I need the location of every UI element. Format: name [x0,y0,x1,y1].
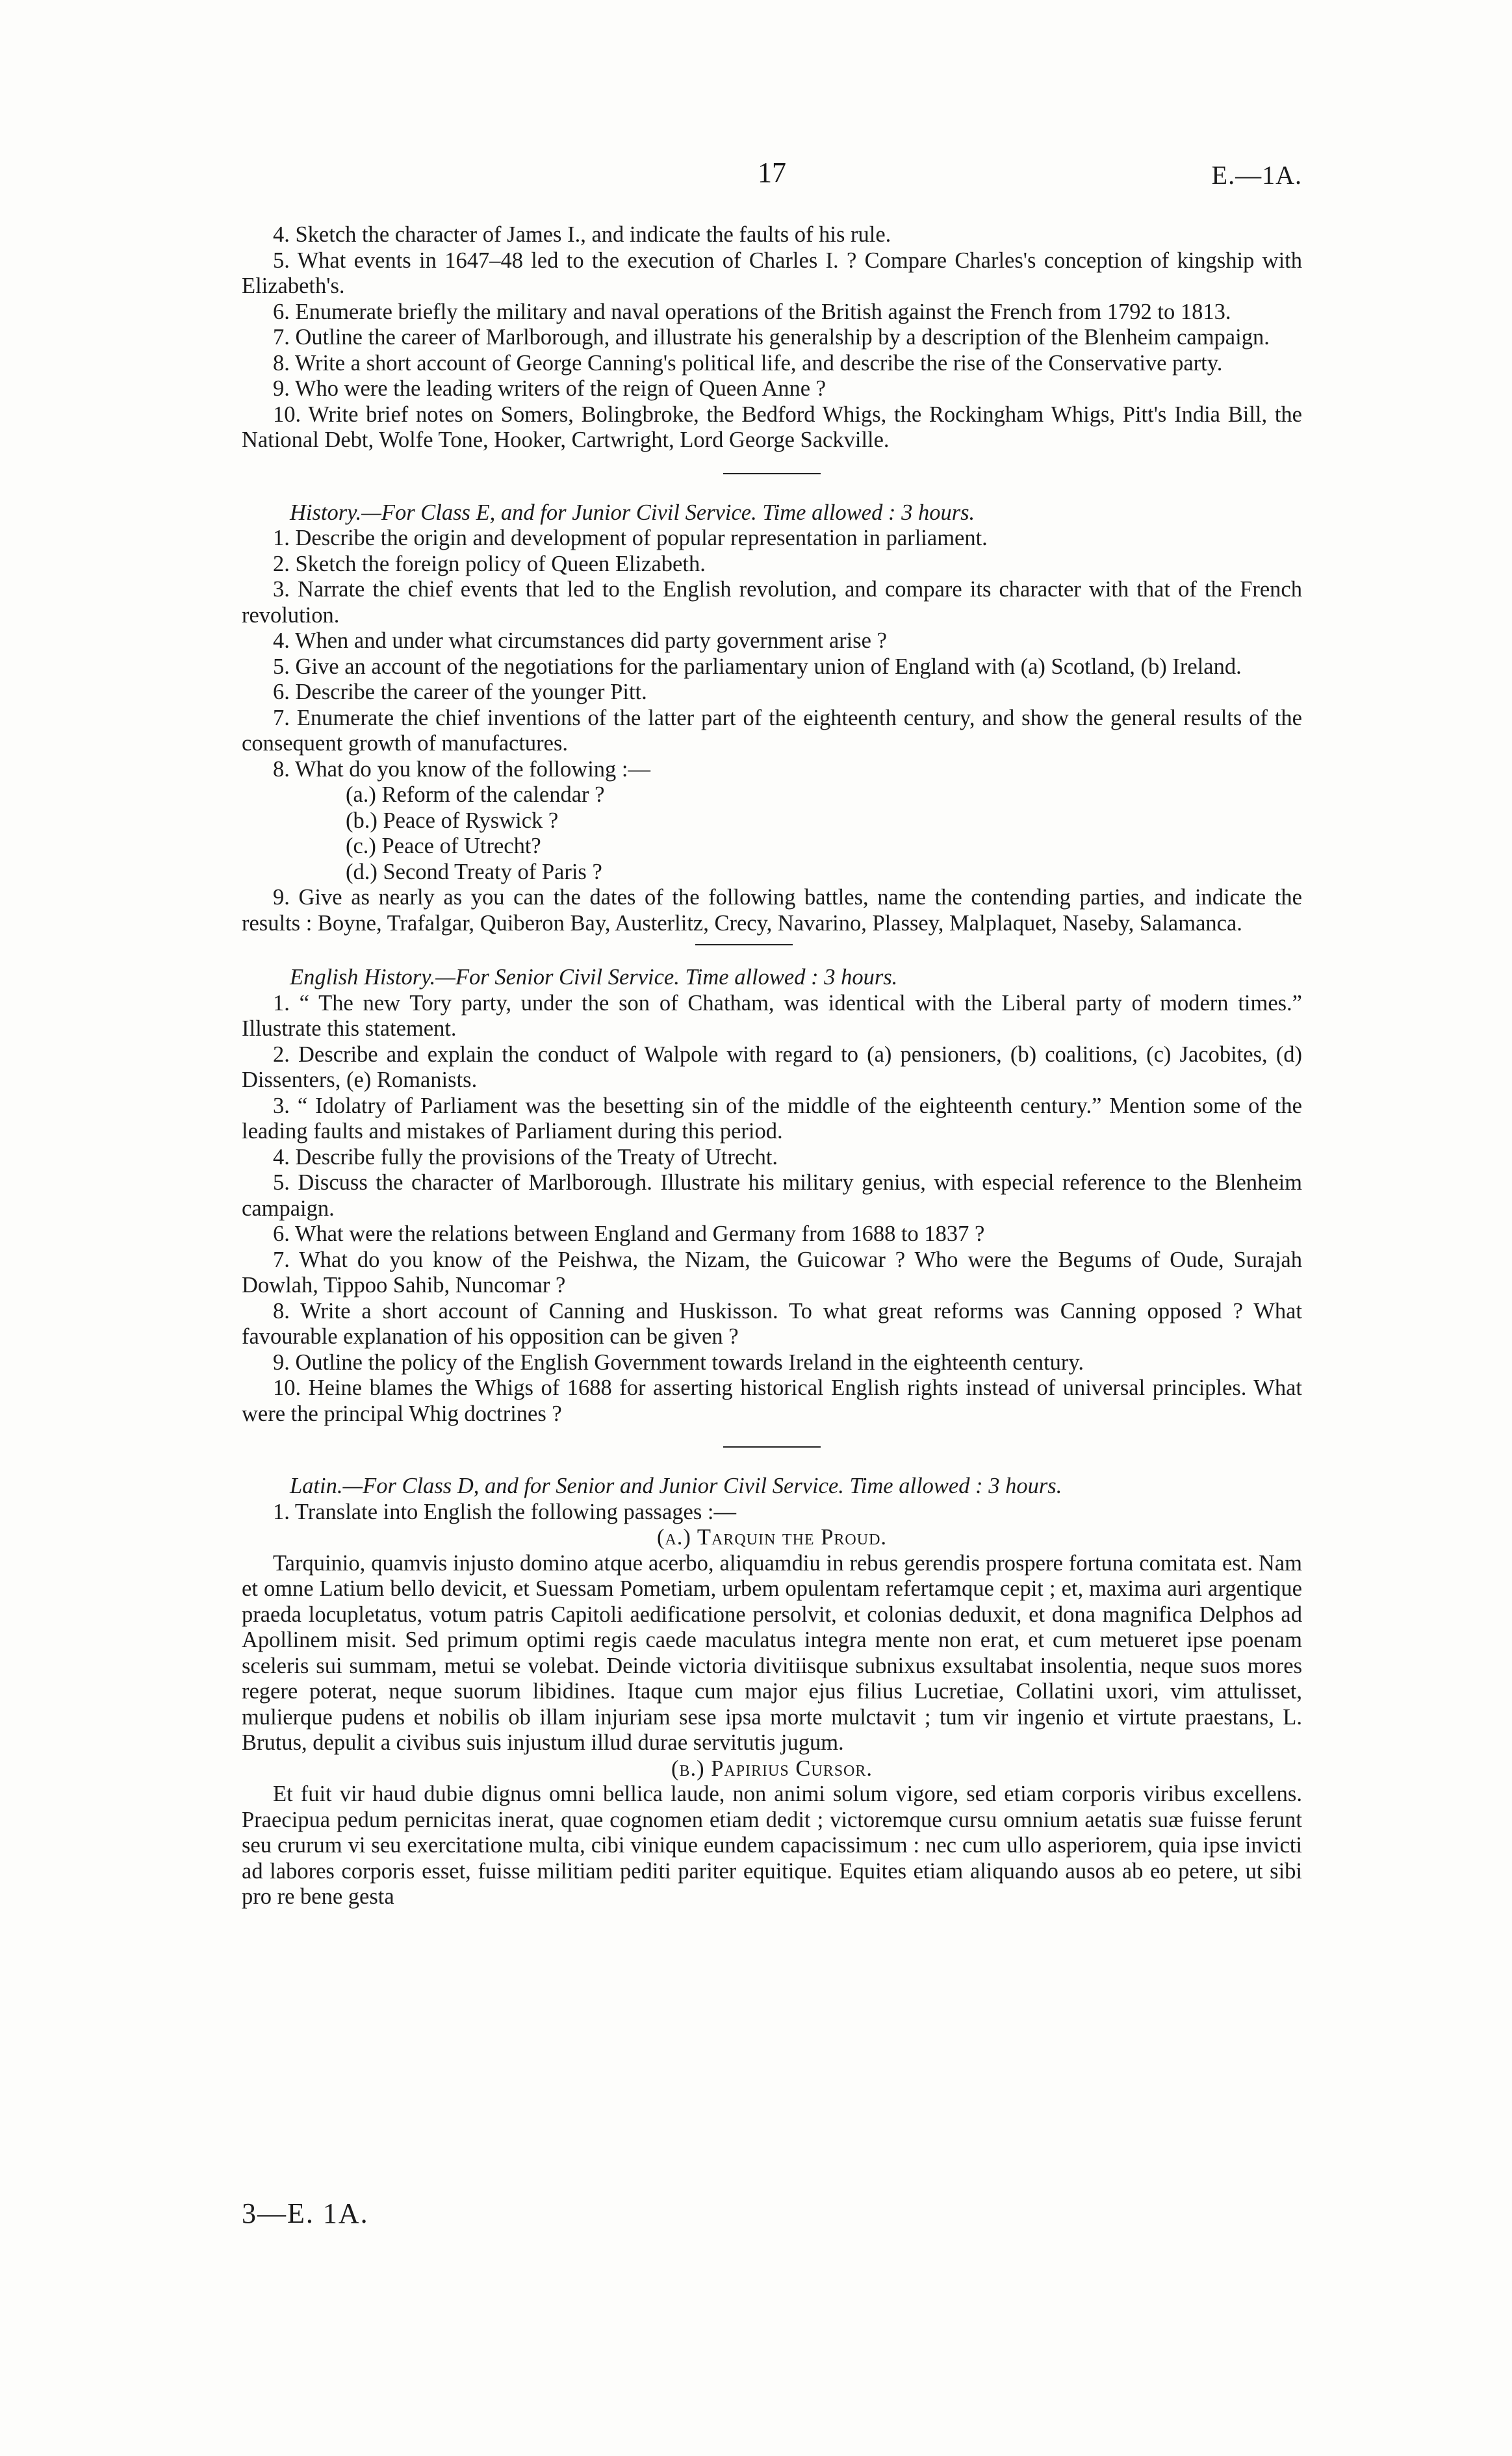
question-3: 3. Narrate the chief events that led to the English revolution, and compare its character with that of the French revolution. [242,577,1302,628]
question-9: 9. Who were the leading writers of the reign of Queen Anne ? [273,376,826,401]
question-2: 2. Sketch the foreign policy of Queen Elizabeth. [273,551,706,576]
section-continued-questions [242,222,1302,454]
heading-text: English History.—For Senior Civil Service. Time allowed : 3 hours. [290,965,898,990]
document-code: E.—1A. [1211,160,1302,190]
question-5: 5. What events in 1647–48 led to the execution of Charles I. ? Compare Charles's conception of kingship with Elizabeth's. [242,248,1302,298]
section-english-history-senior [242,965,1302,1427]
question-7: 7. What do you know of the Peishwa, the Nizam, the Guicowar ? Who were the Begums of Oude, Surajah Dowlah, Tippoo Sahib, Nuncomar ? [242,1247,1302,1298]
section-divider [723,1446,821,1448]
question-9: 9. Outline the policy of the English Government towards Ireland in the eighteenth century. [273,1350,1084,1375]
question-10: 10. Write brief notes on Somers, Bolingbroke, the Bedford Whigs, the Rockingham Whigs, Pitt's India Bill, the National Debt, Wolfe Tone, Hooker, Cartwright, Lord George Sackville. [242,402,1302,452]
heading-text: Latin.—For Class D, and for Senior and Junior Civil Service. Time allowed : 3 hours. [290,1474,1062,1498]
passage-a-title: (a.) Tarquin the Proud. [656,1525,888,1550]
section-heading [242,500,1302,526]
section-heading [242,965,1302,991]
section-heading [242,1474,1302,1500]
question-4: 4. Describe fully the provisions of the Treaty of Utrecht. [273,1144,778,1170]
page-content [242,222,1302,1910]
question-8: 8. Write a short account of Canning and Huskisson. To what great reforms was Canning opposed ? What favourable explanation of his opposition can be given ? [242,1298,1302,1349]
question-3: 3. “ Idolatry of Parliament was the besetting sin of the middle of the eighteenth century.” Mention some of the leading faults and mistakes of Parliament during this period. [242,1093,1302,1144]
question-6: 6. Enumerate briefly the military and naval operations of the British against the French from 1792 to 1813. [273,299,1231,324]
question-8: 8. What do you know of the following :— [273,756,651,782]
question-1: 1. Describe the origin and development of popular representation in parliament. [273,526,988,550]
section-latin [242,1474,1302,1910]
section-divider [695,944,793,945]
subitem-b: (b.) Peace of Ryswick ? [346,808,559,833]
page-number: 17 [758,157,786,188]
question-2: 2. Describe and explain the conduct of Walpole with regard to (a) pensioners, (b) coalitions, (c) Jacobites, (d) Dissenters, (e) Romanists. [242,1042,1302,1092]
question-7: 7. Outline the career of Marlborough, and illustrate his generalship by a description of the Blenheim campaign. [273,325,1270,350]
subitem-c: (c.) Peace of Utrecht? [346,834,541,858]
subitem-d: (d.) Second Treaty of Paris ? [346,859,602,884]
question-8: 8. Write a short account of George Canning's political life, and describe the rise of the Conservative party. [273,350,1223,376]
question-6: 6. Describe the career of the younger Pitt. [273,680,647,704]
section-history-class-e [242,500,1302,937]
signature-mark: 3—E. 1A. [242,2197,369,2229]
page-header [242,156,1302,195]
instruction: 1. Translate into English the following passages :— [273,1499,736,1524]
question-4: 4. When and under what circumstances did party government arise ? [273,628,887,653]
question-6: 6. What were the relations between England and Germany from 1688 to 1837 ? [273,1222,985,1246]
question-7: 7. Enumerate the chief inventions of the latter part of the eighteenth century, and show the general results of the consequent growth of manufactures. [242,705,1302,756]
passage-a-text: Tarquinio, quamvis injusto domino atque acerbo, aliquamdiu in rebus gerendis prospere fortuna comitata est. Nam et omne Latium bello devicit, et Suessam Pometiam, urbem opulentam refertamque cepit ; et, maxima auri argentique praeda locupletatus, votum patris Capitoli aedificatione persolvit, et colonias deduxit, et dona magnifica Delphos ad Apollinem misit. Sed primum optimi regis caede maculatus integra mente non erat, et cum metueret ipse poenam sceleris sui summam, metui se volebat. Deinde victoria divitiisque subnixus exsultabat insolentia, neque suos mores regere poterat, neque suorum libidines. Itaque cum major ejus filius Lucretiae, Collatini uxori, vim attulisset, mulierque pudens et nobilis ob illam injuriam sese ipsa morte mulctavit ; tum vir ingenio et virtute praestans, L. Brutus, depulit a civibus suis injustum illud durae servitutis jugum. [242,1550,1302,1755]
question-10: 10. Heine blames the Whigs of 1688 for asserting historical English rights instead of universal principles. What were the principal Whig doctrines ? [242,1375,1302,1426]
question-9: 9. Give as nearly as you can the dates of the following battles, name the contending parties, and indicate the results : Boyne, Trafalgar, Quiberon Bay, Austerlitz, Crecy, Navarino, Plassey, Malplaquet, Naseby, Salamanca. [242,885,1302,936]
passage-b-title: (b.) Papirius Cursor. [671,1756,873,1781]
question-1: 1. “ The new Tory party, under the son of Chatham, was identical with the Liberal party of modern times.” Illustrate this statement. [242,990,1302,1041]
question-5: 5. Give an account of the negotiations for the parliamentary union of England with (a) Scotland, (b) Ireland. [273,654,1242,679]
heading-subject: History. [290,500,362,525]
question-5: 5. Discuss the character of Marlborough. Illustrate his military genius, with especial reference to the Blenheim campaign. [242,1170,1302,1221]
heading-rest: —For Class E, and for Junior Civil Service. Time allowed : 3 hours. [361,500,975,525]
section-divider [723,473,821,474]
passage-b-text: Et fuit vir haud dubie dignus omni bellica laude, non animi solum vigore, sed etiam corporis viribus excellens. Praecipua pedum pernicitas inerat, quae cognomen etiam dedit ; victoremque cursu omnium aetatis suæ fuisse ferunt seu crurum vi seu exercitatione multa, cibi vinique eundem capacissimum : nec cum ullo asperiorem, quia ipse invicti ad labores corporis esset, fuisse militiam pediti pariter equitique. Equites etiam aliquando ausos ab eo petere, ut sibi pro re bene gesta [242,1782,1302,1909]
subitem-a: (a.) Reform of the calendar ? [346,782,605,807]
question-4: 4. Sketch the character of James I., and indicate the faults of his rule. [273,222,891,247]
